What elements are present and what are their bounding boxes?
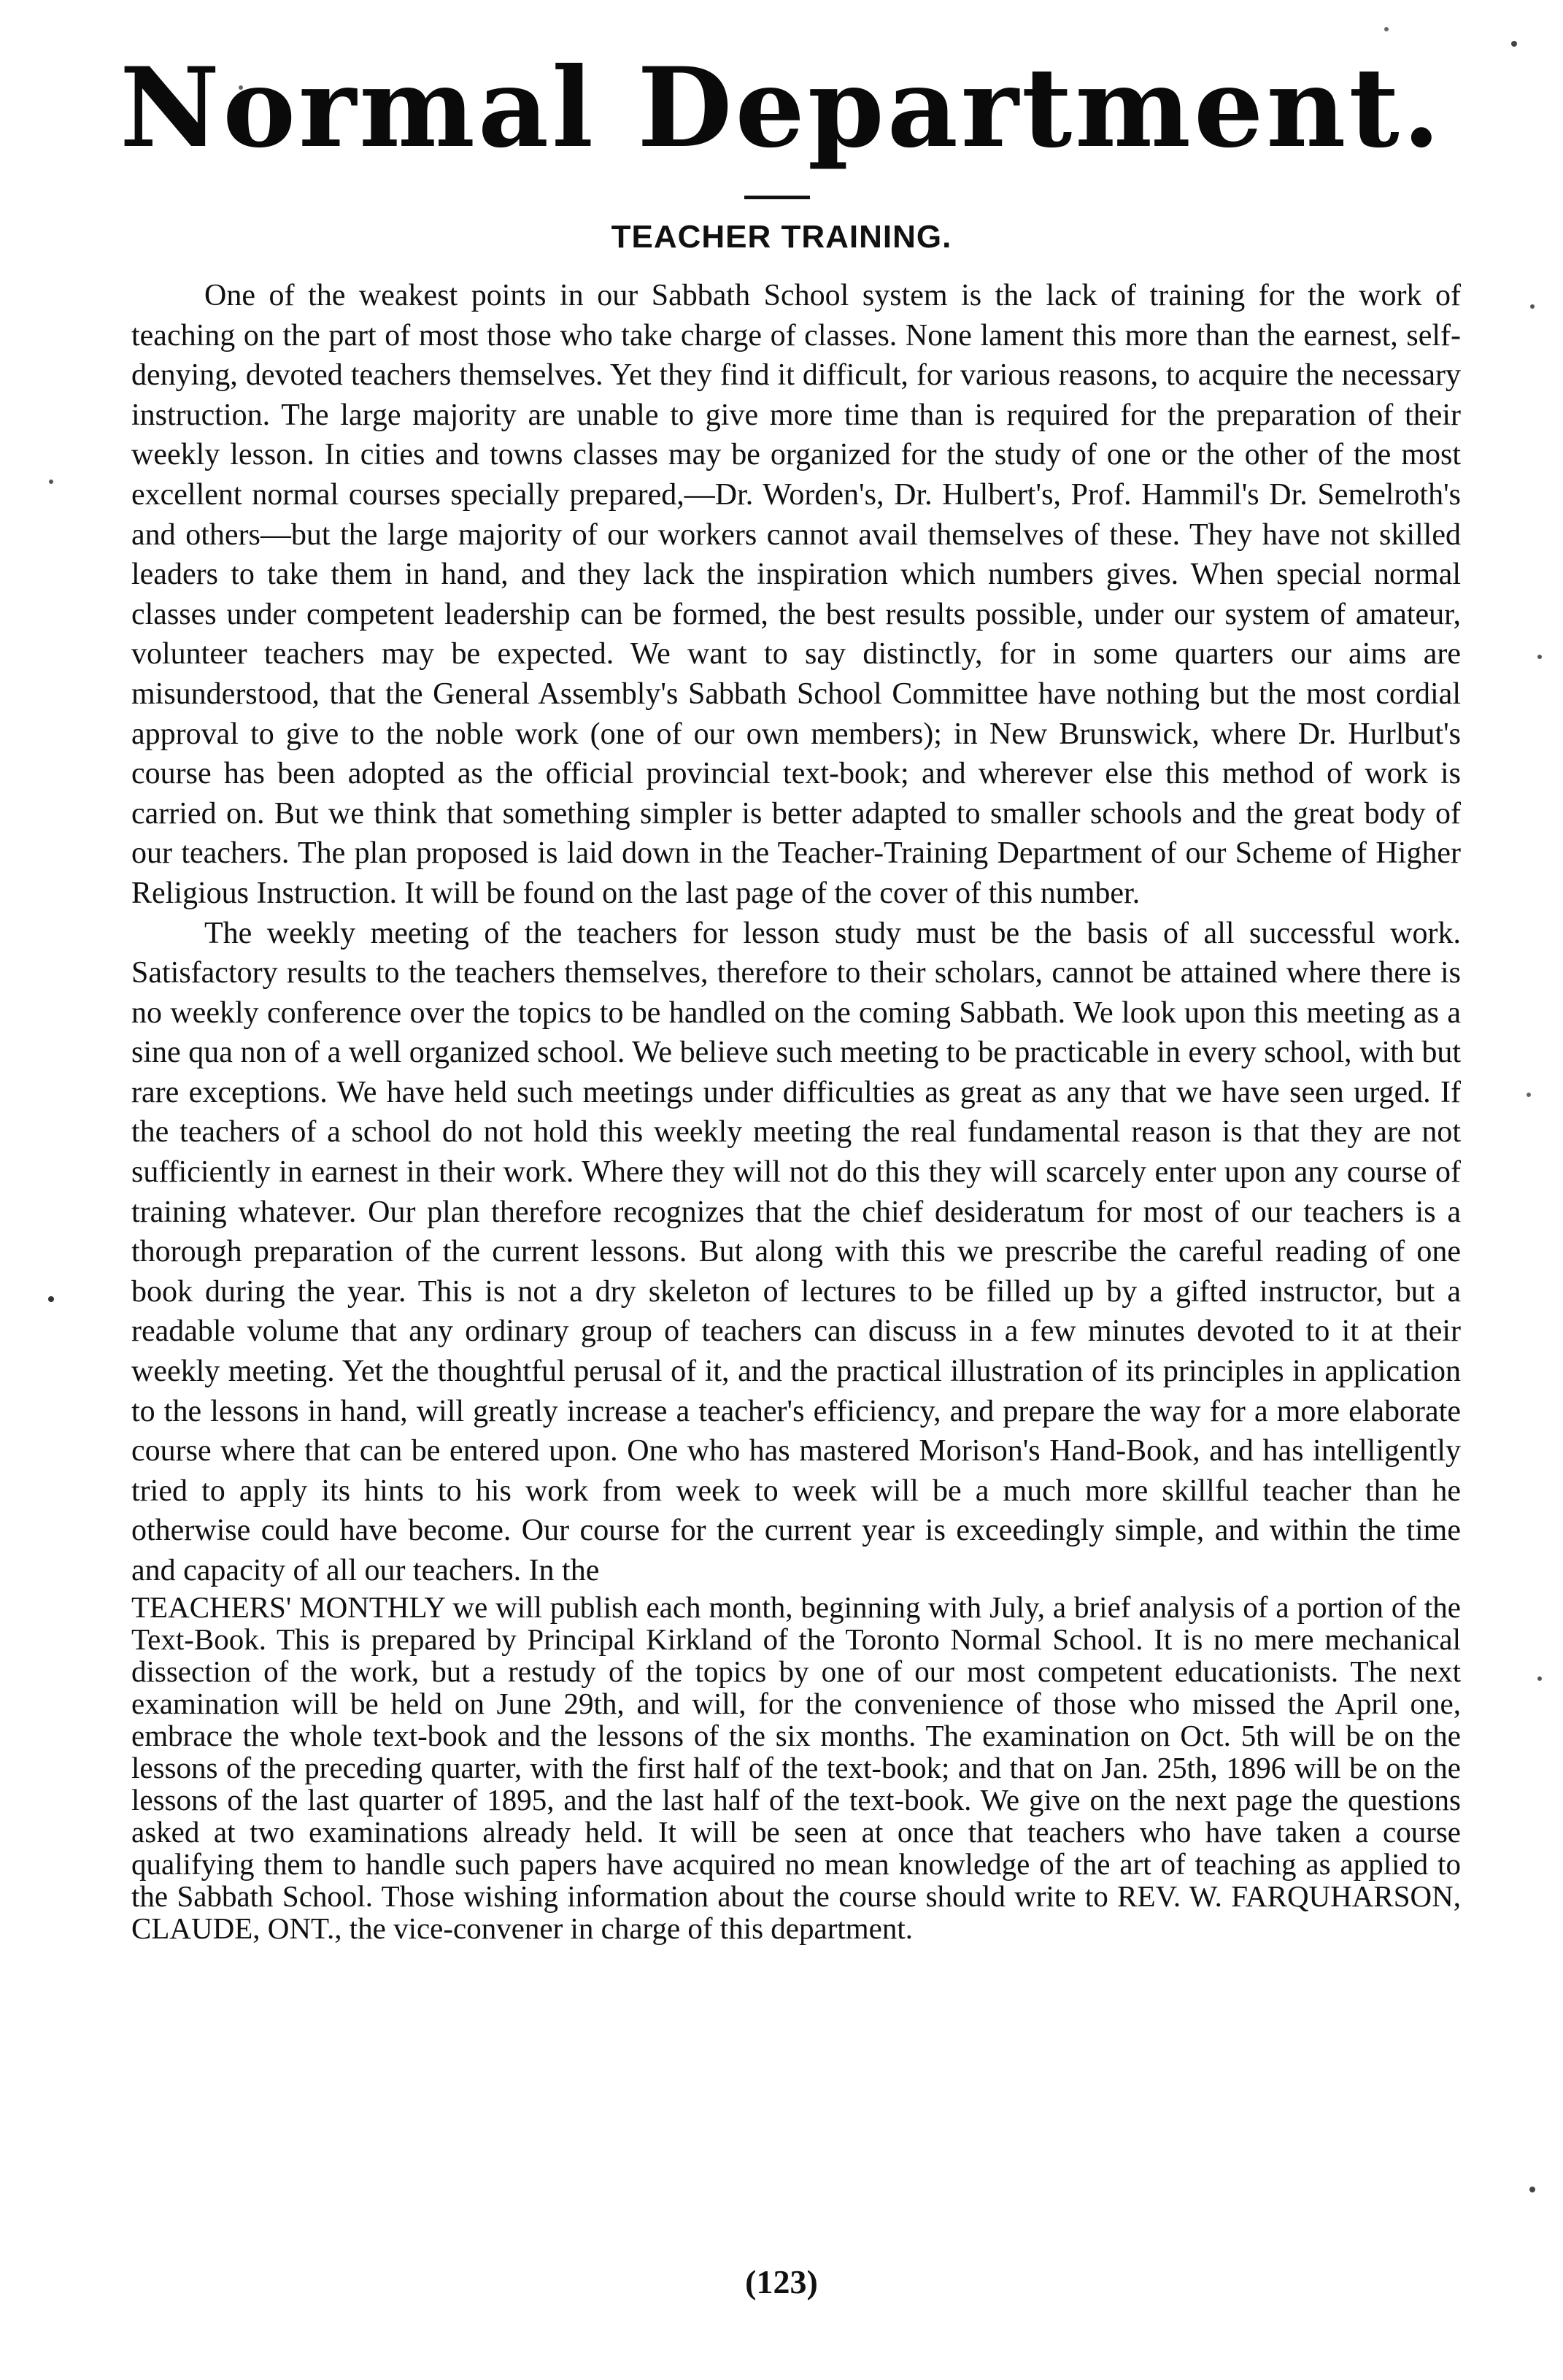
article-body bbox=[131, 276, 1461, 1944]
section-title: TEACHER TRAINING. bbox=[611, 219, 952, 255]
paragraph-2: The weekly meeting of the teachers for lesson study must be the basis of all successful work. Satisfactory results to the teachers themselves, therefore to their scholars, cannot be attained where there is no weekly conference over the topics to be handled on the coming Sabbath. We look upon this meeting as a sine qua non of a well organized school. We believe such meeting to be practicable in every school, with but rare exceptions. We have held such meetings under difficulties as great as any that we have seen urged. If the teachers of a school do not hold this weekly meeting the real fundamental reason is that they are not sufficiently in earnest in their work. Where they will not do this they will scarcely enter upon any course of training whatever. Our plan therefore recognizes that the chief desideratum for most of our teachers is a thorough preparation of the current lessons. But along with this we prescribe the careful reading of one book during the year. This is not a dry skeleton of lectures to be filled up by a gifted instructor, but a readable volume that any ordinary group of teachers can discuss in a few minutes devoted to it at their weekly meeting. Yet the thoughtful perusal of it, and the practical illustration of its principles in application to the lessons in hand, will greatly increase a teacher's efficiency, and prepare the way for a more elaborate course where that can be entered upon. One who has mastered Morison's Hand-Book, and has intelligently tried to apply its hints to his work from week to week will be a much more skillful teacher than he otherwise could have become. Our course for the current year is exceedingly simple, and within the time and capacity of all our teachers. In the bbox=[131, 916, 1461, 1587]
page-number: (123) bbox=[745, 2263, 818, 2300]
paragraph-1: One of the weakest points in our Sabbath School system is the lack of training for the work of teaching on the part of most those who take charge of classes. None lament this more than the earnest, self-denying, devoted teachers themselves. Yet they find it difficult, for various reasons, to acquire the necessary instruction. The large majority are unable to give more time than is required for the preparation of their weekly lesson. In cities and towns classes may be organized for the study of one or the other of the most excellent normal courses specially prepared,—Dr. Worden's, Dr. Hulbert's, Prof. Hammil's Dr. Semelroth's and others—but the large majority of our workers cannot avail themselves of these. They have not skilled leaders to take them in hand, and they lack the inspiration which numbers gives. When special normal classes under competent leadership can be formed, the best results possible, under our system of amateur, volunteer teachers may be expected. We want to say distinctly, for in some quarters our aims are misunderstood, that the General Assembly's Sabbath School Committee have nothing but the most cordial approval to give to the noble work (one of our own members); in New Brunswick, where Dr. Hurlbut's course has been adopted as the official provincial text-book; and wherever else this method of work is carried on. But we think that something simpler is better adapted to smaller schools and the great body of our teachers. The plan proposed is laid down in the Teacher-Training Department of our Scheme of Higher Religious Instruction. It will be found on the last page of the cover of this number. bbox=[131, 279, 1461, 910]
title-rule bbox=[744, 196, 810, 199]
paragraph-3: TEACHERS' MONTHLY we will publish each month, beginning with July, a brief analysis of a portion of the Text-Book. This is prepared by Principal Kirkland of the Toronto Normal School. It is no mere mechanical dissection of the work, but a restudy of the topics by one of our most competent educationists. The next examination will be held on June 29th, and will, for the convenience of those who missed the April one, embrace the whole text-book and the lessons of the six months. The examination on Oct. 5th will be on the lessons of the preceding quarter, with the first half of the text-book; and that on Jan. 25th, 1896 will be on the lessons of the last quarter of 1895, and the last half of the text-book. We give on the next page the questions asked at two examinations already held. It will be seen at once that teachers who have taken a course qualifying them to handle such papers have acquired no mean knowledge of the art of teaching as applied to the Sabbath School. Those wishing information about the course should write to REV. W. FARQUHARSON, CLAUDE, ONT., the vice-convener in charge of this department. bbox=[131, 1590, 1461, 1945]
department-heading: Normal Department. bbox=[120, 44, 1443, 172]
